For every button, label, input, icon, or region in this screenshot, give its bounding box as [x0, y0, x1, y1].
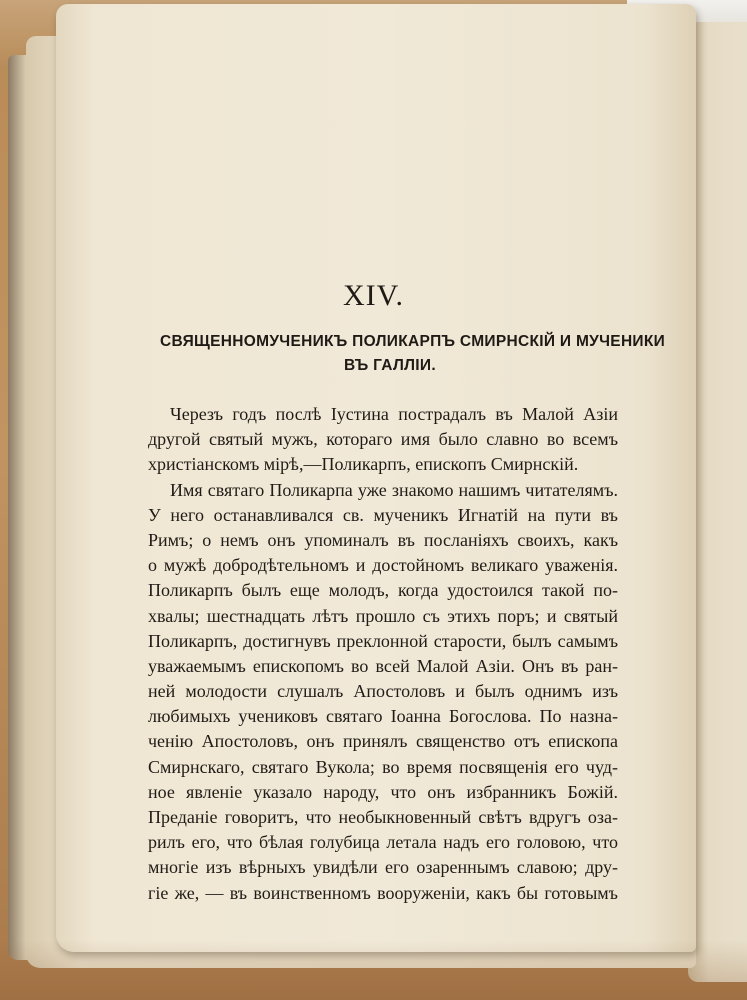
chapter-title-line: ВЪ ГАЛЛІИ. [344, 357, 436, 374]
chapter-number: XIV. [343, 279, 404, 312]
text-line: Смирнскаго, святаго Вукола; во время посвященія его чуд- [148, 756, 618, 777]
text-line: ней молодости слушалъ Апостоловъ и былъ однимъ изъ [148, 681, 618, 702]
text-line: Имя святаго Поликарпа уже знакомо нашимъ читателямъ. [170, 479, 618, 500]
text-line: Поликарпъ былъ еще молодъ, когда удостоился такой по- [148, 580, 618, 601]
text-line: о мужѣ добродѣтельномъ и достойномъ великаго уваженія. [148, 555, 618, 576]
text-line: хвалы; шестнадцать лѣтъ прошло съ этихъ поръ; и святый [148, 605, 618, 626]
text-line: Римъ; о немъ онъ упоминалъ въ посланіяхъ своихъ, какъ [148, 529, 618, 550]
text-line: рилъ его, что бѣлая голубица летала надъ его головою, что [148, 832, 618, 853]
text-line: ное явленіе указало народу, что онъ избранникъ Божій. [148, 781, 618, 802]
text-line: уважаемымъ епископомъ во всей Малой Азіи. Онъ въ ран- [148, 655, 618, 676]
text-line: У него останавливался св. мученикъ Игнатій на пути въ [148, 504, 618, 525]
chapter-title [160, 330, 666, 378]
text-line: ченію Апостоловъ, онъ принялъ священство отъ епископа [148, 731, 618, 752]
text-line: любимыхъ учениковъ святаго Іоанна Богослова. По назна- [148, 706, 618, 727]
chapter-title-line: СВЯЩЕННОМУЧЕНИКЪ ПОЛИКАРПЪ СМИРНСКІЙ И МУЧЕНИКИ [160, 333, 666, 350]
text-line: Черезъ годъ послѣ Іустина пострадалъ въ Малой Азіи [170, 404, 618, 424]
facing-page-edge [688, 22, 747, 982]
text-line: другой святый мужъ, котораго имя было славно во всемъ [148, 429, 618, 450]
text-line: христіанскомъ мірѣ,—Поликарпъ, епископъ Смирнскій. [148, 454, 579, 475]
body-text [148, 402, 618, 906]
text-line: многіе изъ вѣрныхъ увидѣли его озареннымъ славою; дру- [148, 857, 618, 878]
text-line: Поликарпъ, достигнувъ преклонной старости, былъ самымъ [148, 630, 618, 651]
text-line: гіе же, — въ воинственномъ вооруженіи, какъ бы готовымъ [148, 882, 618, 903]
text-line: Преданіе говоритъ, что необыкновенный свѣтъ вдругъ оза- [148, 807, 618, 827]
